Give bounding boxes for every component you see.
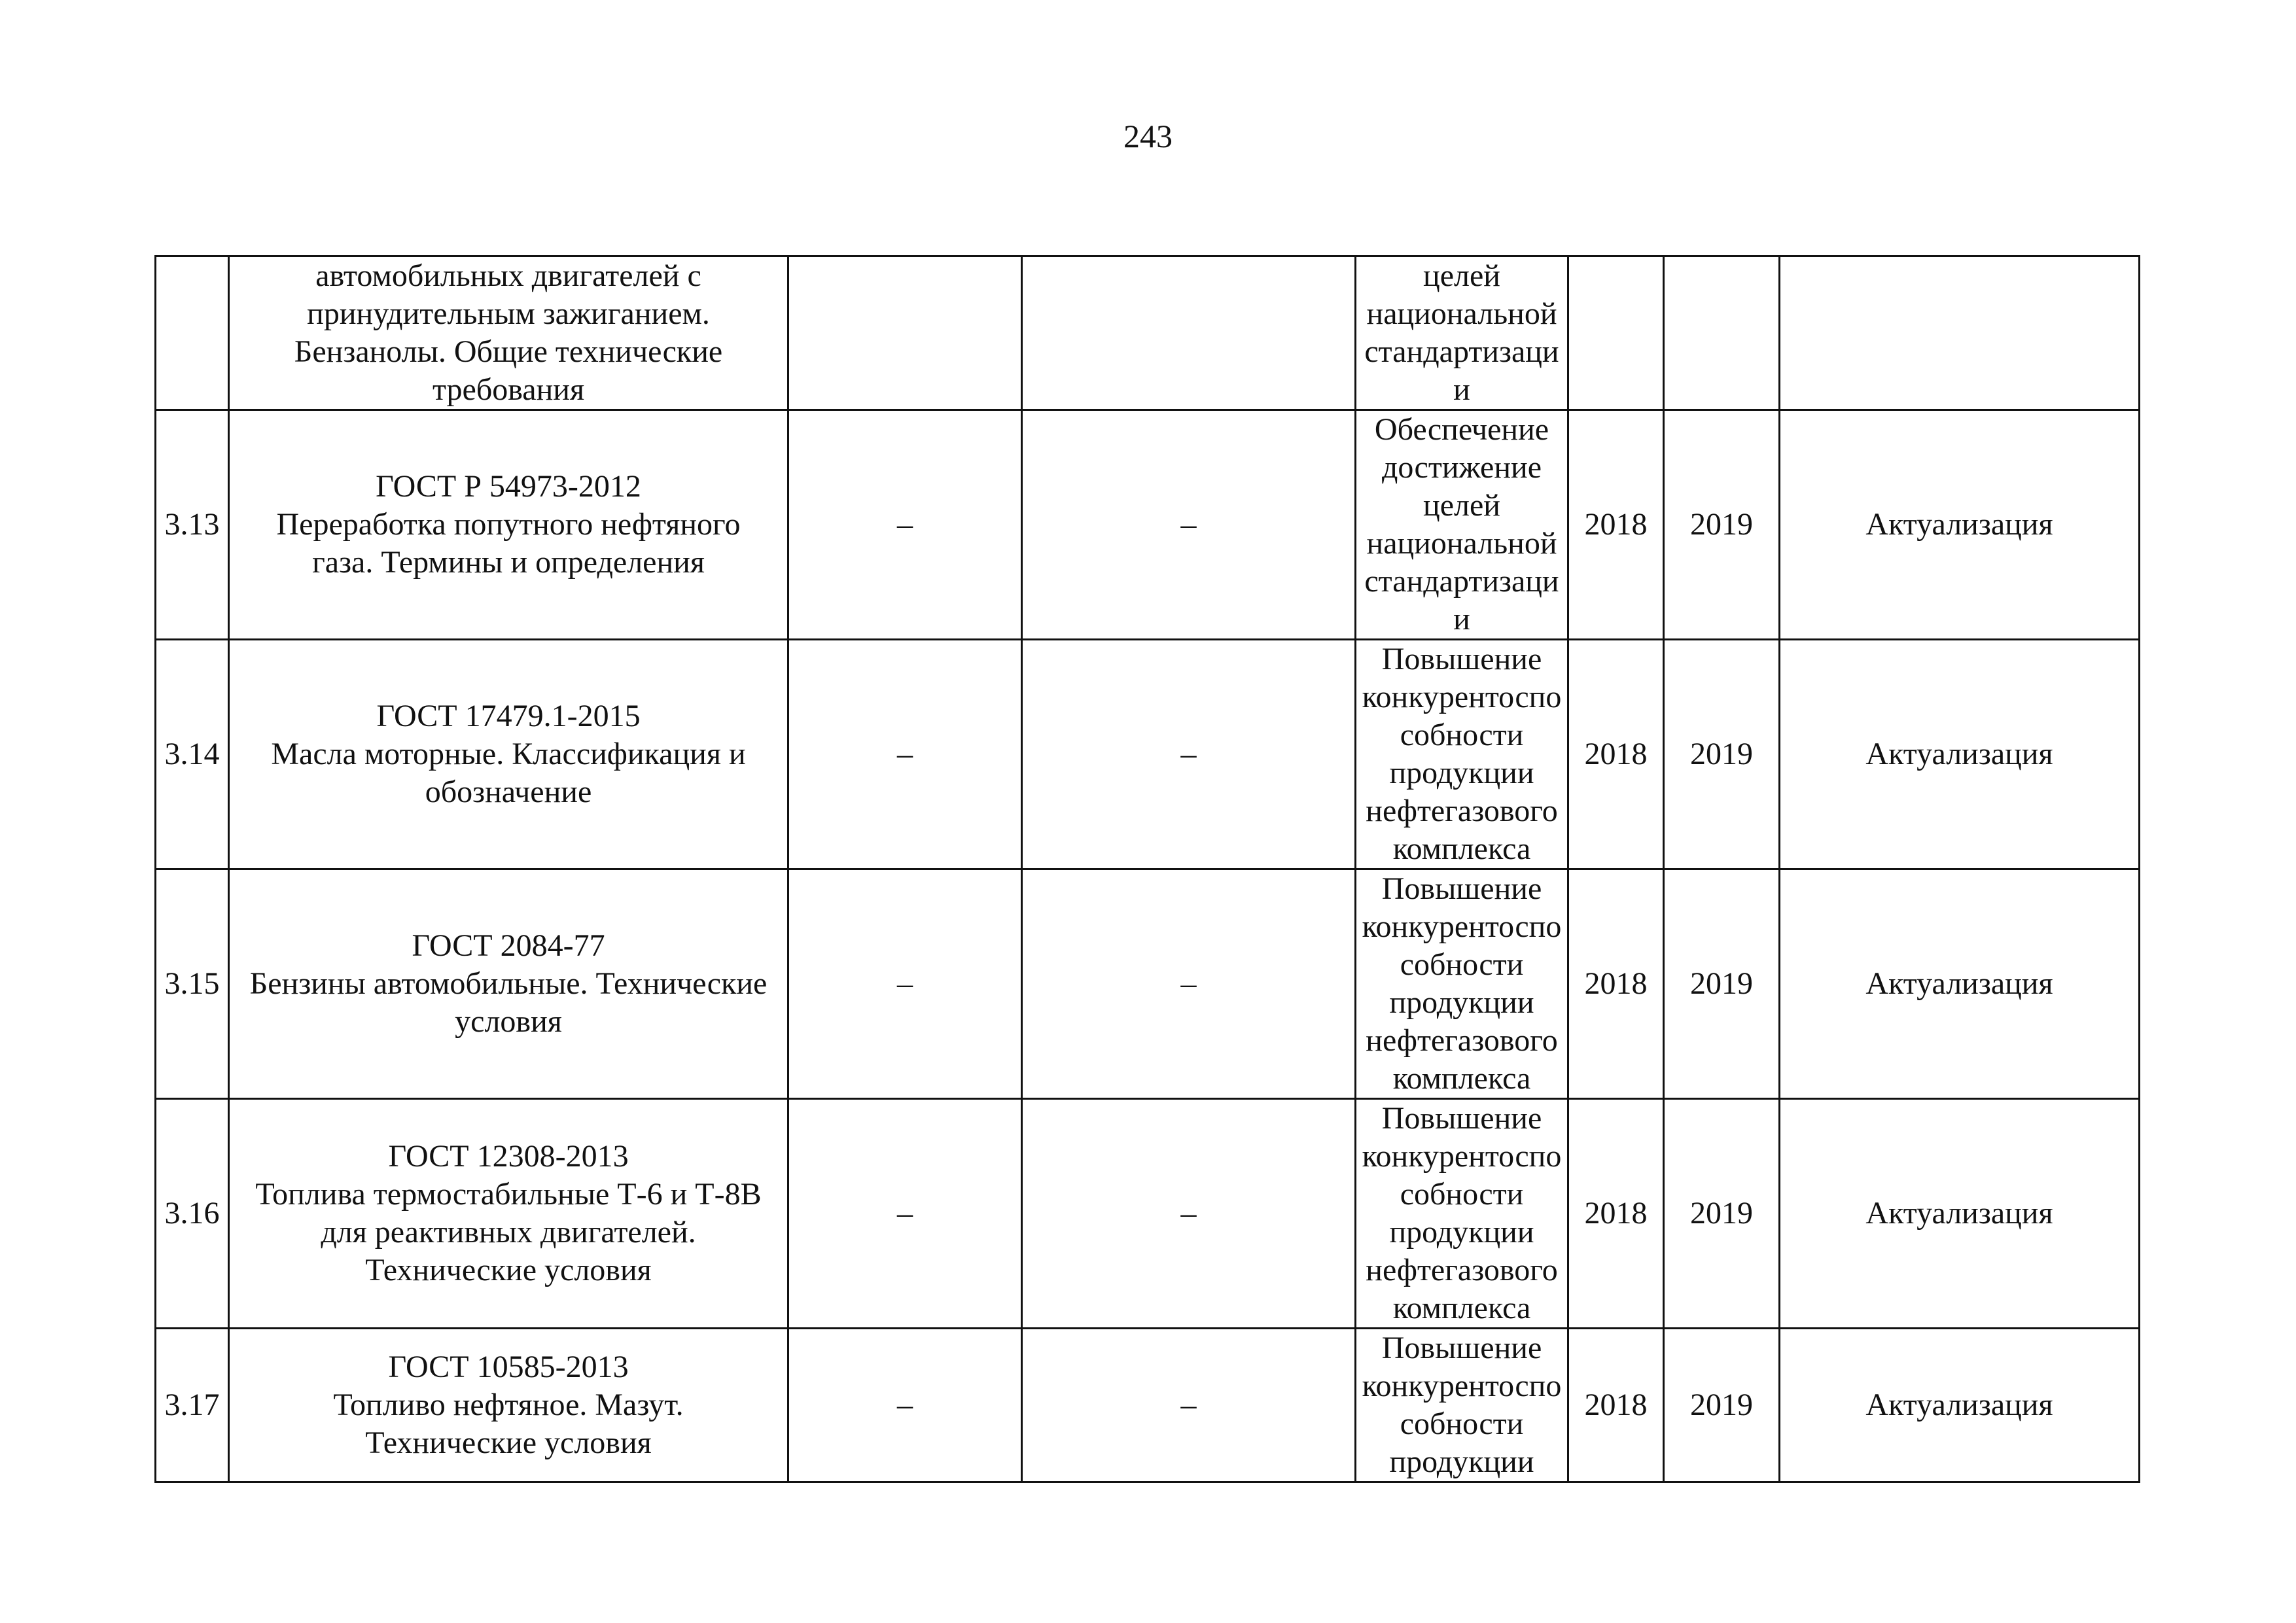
column-3-value: – — [788, 410, 1022, 640]
standard-name: ГОСТ 2084-77 Бензины автомобильные. Технические условия — [229, 869, 788, 1099]
row-number: 3.17 — [156, 1329, 229, 1482]
row-number: 3.13 — [156, 410, 229, 640]
start-year — [1568, 256, 1664, 410]
column-4-value: – — [1022, 410, 1356, 640]
work-type: Актуализация — [1780, 1329, 2140, 1482]
table-row — [156, 640, 2140, 869]
goal-cell: целей национальной стандартизаци и — [1356, 256, 1568, 410]
end-year: 2019 — [1664, 410, 1780, 640]
standard-name: ГОСТ 12308-2013 Топлива термостабильные Т-6 и Т-8В для реактивных двигателей. Технические условия — [229, 1099, 788, 1329]
standards-table — [154, 255, 2140, 1483]
start-year: 2018 — [1568, 869, 1664, 1099]
work-type: Актуализация — [1780, 410, 2140, 640]
start-year: 2018 — [1568, 1329, 1664, 1482]
start-year: 2018 — [1568, 410, 1664, 640]
row-number: 3.16 — [156, 1099, 229, 1329]
column-3-value — [788, 256, 1022, 410]
work-type: Актуализация — [1780, 1099, 2140, 1329]
table-row — [156, 410, 2140, 640]
table-row — [156, 1329, 2140, 1482]
standard-name: ГОСТ 10585-2013 Топливо нефтяное. Мазут. Технические условия — [229, 1329, 788, 1482]
end-year: 2019 — [1664, 869, 1780, 1099]
row-number: 3.14 — [156, 640, 229, 869]
start-year: 2018 — [1568, 1099, 1664, 1329]
goal-cell: Обеспечение достижение целей национальной стандартизаци и — [1356, 410, 1568, 640]
table-row — [156, 256, 2140, 410]
column-4-value: – — [1022, 869, 1356, 1099]
table-row — [156, 1099, 2140, 1329]
column-4-value: – — [1022, 1329, 1356, 1482]
goal-cell: Повышение конкурентоспо собности продукции — [1356, 1329, 1568, 1482]
table-row — [156, 869, 2140, 1099]
goal-cell: Повышение конкурентоспо собности продукции нефтегазового комплекса — [1356, 869, 1568, 1099]
start-year: 2018 — [1568, 640, 1664, 869]
column-3-value: – — [788, 1329, 1022, 1482]
standard-name: ГОСТ Р 54973-2012 Переработка попутного нефтяного газа. Термины и определения — [229, 410, 788, 640]
column-3-value: – — [788, 869, 1022, 1099]
row-number: 3.15 — [156, 869, 229, 1099]
column-4-value: – — [1022, 640, 1356, 869]
goal-cell: Повышение конкурентоспо собности продукции нефтегазового комплекса — [1356, 640, 1568, 869]
row-number — [156, 256, 229, 410]
column-4-value — [1022, 256, 1356, 410]
standard-name: автомобильных двигателей с принудительным зажиганием. Бензанолы. Общие технические требования — [229, 256, 788, 410]
standard-name: ГОСТ 17479.1-2015 Масла моторные. Классификация и обозначение — [229, 640, 788, 869]
work-type: Актуализация — [1780, 640, 2140, 869]
end-year — [1664, 256, 1780, 410]
column-4-value: – — [1022, 1099, 1356, 1329]
end-year: 2019 — [1664, 1329, 1780, 1482]
work-type: Актуализация — [1780, 869, 2140, 1099]
column-3-value: – — [788, 1099, 1022, 1329]
work-type — [1780, 256, 2140, 410]
goal-cell: Повышение конкурентоспо собности продукции нефтегазового комплекса — [1356, 1099, 1568, 1329]
end-year: 2019 — [1664, 640, 1780, 869]
page-number: 243 — [1123, 118, 1173, 154]
column-3-value: – — [788, 640, 1022, 869]
end-year: 2019 — [1664, 1099, 1780, 1329]
